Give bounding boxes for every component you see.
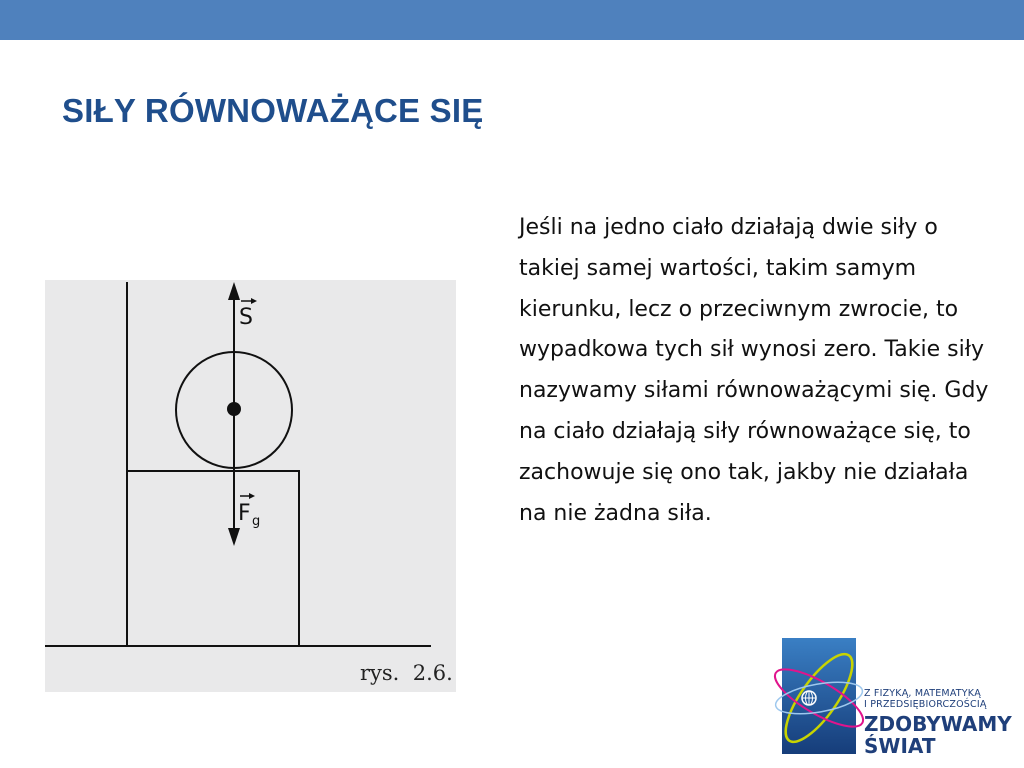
physics-figure (45, 280, 456, 692)
center-of-mass-dot (227, 402, 241, 416)
force-fg-label: F (238, 501, 251, 526)
logo-text-line3: ZDOBYWAMY (864, 712, 1012, 736)
figure-caption: rys. 2.6. (360, 661, 453, 685)
logo-text-line2: I PRZEDSIĘBIORCZOŚCIĄ (864, 699, 987, 710)
top-accent-bar (0, 0, 1024, 40)
slide-title: SIŁY RÓWNOWAŻĄCE SIĘ (62, 92, 484, 129)
force-fg-subscript: g (252, 514, 261, 529)
force-s-label: S (239, 305, 253, 330)
force-s-vector-bar-tip (251, 298, 257, 304)
slide-body-text: Jeśli na jedno ciało działają dwie siły o takiej samej wartości, takim samym kierunku, lecz o przeciwnym zwrocie, to wypadkowa tych sił wynosi zero. Takie siły nazywamy siłami równoważącymi się. Gdy na ciało działają siły równoważące się, to zachowuje się ono tak, jakby nie działała na nie żadna siła. (519, 215, 989, 526)
figure-drawing (45, 280, 456, 692)
force-fg-vector-bar-tip (249, 493, 255, 499)
force-s-arrowhead (228, 282, 240, 300)
force-fg-arrowhead (228, 528, 240, 546)
logo-text-line4: ŚWIAT (864, 734, 936, 758)
box-outline (127, 471, 299, 646)
project-logo (772, 624, 1024, 768)
logo-text-line1: Z FIZYKĄ, MATEMATYKĄ (864, 688, 981, 699)
